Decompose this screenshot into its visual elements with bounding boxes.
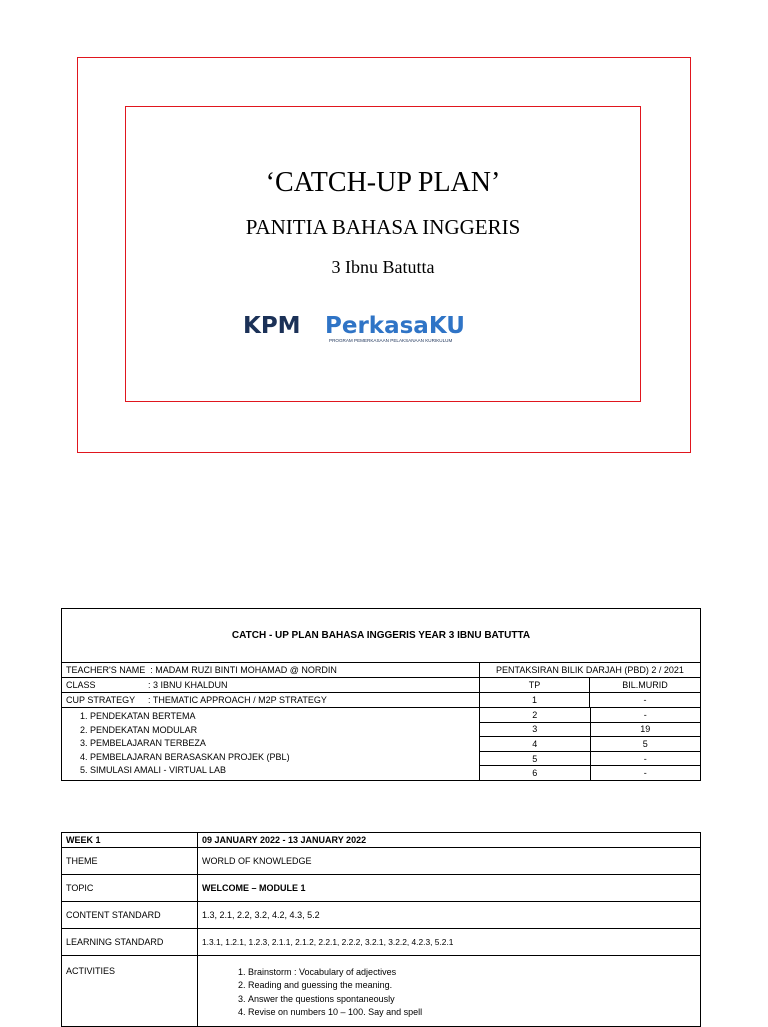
activities-cell — [198, 956, 701, 1027]
bil-murid-header: BIL.MURID — [590, 678, 701, 693]
teacher-name-label: TEACHER'S NAME — [66, 665, 146, 675]
class-label: CLASS — [66, 680, 96, 690]
table-row — [480, 722, 700, 737]
table-row — [62, 833, 701, 848]
class-value: : 3 IBNU KHALDUN — [148, 680, 228, 690]
cover-class-name: 3 Ibnu Batutta — [331, 257, 435, 277]
approach-item: 3. PEMBELAJARAN TERBEZA — [90, 737, 475, 750]
teacher-name-cell — [62, 663, 480, 678]
week-label: WEEK 1 — [62, 833, 198, 848]
table-row — [62, 902, 701, 929]
logo-tagline: PROGRAM PEMERKASAAN PELAKSANAAN KURIKULUM — [329, 338, 453, 343]
activities-list — [202, 966, 696, 1020]
cup-strategy-value: : THEMATIC APPROACH / M2P STRATEGY — [148, 695, 327, 705]
pbd-murid-3: 19 — [590, 722, 700, 737]
plan-title: CATCH - UP PLAN BAHASA INGGERIS YEAR 3 IBNU BATUTTA — [62, 609, 701, 663]
pbd-title: PENTAKSIRAN BILIK DARJAH (PBD) 2 / 2021 — [480, 663, 701, 678]
topic-label: TOPIC — [62, 875, 198, 902]
approach-item: 5. SIMULASI AMALI - VIRTUAL LAB — [90, 764, 475, 777]
activity-item: 1. Brainstorm : Vocabulary of adjectives — [248, 966, 696, 979]
activity-item: 4. Revise on numbers 10 – 100. Say and spell — [248, 1006, 696, 1019]
learning-standard-value: 1.3.1, 1.2.1, 1.2.3, 2.1.1, 2.1.2, 2.2.1, 2.2.2, 3.2.1, 3.2.2, 4.2.3, 5.2.1 — [198, 929, 701, 956]
teacher-name-value: : MADAM RUZI BINTI MOHAMAD @ NORDIN — [150, 665, 337, 675]
pbd-murid-2: - — [590, 708, 700, 722]
week-dates: 09 JANUARY 2022 - 13 JANUARY 2022 — [198, 833, 701, 848]
pbd-murid-4: 5 — [590, 737, 700, 752]
table-row — [62, 848, 701, 875]
cover-inner-frame — [125, 106, 641, 402]
logo-perkasa-text: PerkasaKU — [325, 313, 465, 339]
pbd-tp-3: 3 — [480, 722, 590, 737]
pbd-tp-5: 5 — [480, 751, 590, 766]
approach-item: 1. PENDEKATAN BERTEMA — [90, 710, 475, 723]
table-row — [480, 708, 700, 722]
cup-strategy-cell — [62, 693, 480, 708]
table-row — [480, 737, 700, 752]
approach-item: 2. PENDEKATAN MODULAR — [90, 724, 475, 737]
topic-value: WELCOME – MODULE 1 — [198, 875, 701, 902]
table-row — [480, 751, 700, 766]
cup-strategy-label: CUP STRATEGY — [66, 695, 136, 705]
week-1-table — [61, 832, 701, 1027]
pbd-tp-6: 6 — [480, 766, 590, 780]
tp-header: TP — [480, 678, 590, 693]
pbd-tp-2: 2 — [480, 708, 590, 722]
content-standard-value: 1.3, 2.1, 2.2, 3.2, 4.2, 4.3, 5.2 — [198, 902, 701, 929]
class-cell — [62, 678, 480, 693]
pbd-tp-1: 1 — [480, 693, 590, 708]
kpm-perkasaku-logo — [243, 308, 539, 346]
activity-item: 3. Answer the questions spontaneously — [248, 993, 696, 1006]
pbd-rows-table — [480, 708, 700, 780]
catch-up-plan-table — [61, 608, 701, 781]
cover-subtitle: PANITIA BAHASA INGGERIS — [245, 215, 521, 239]
logo-kpm-text: KPM — [243, 313, 301, 339]
approach-list-cell — [62, 708, 480, 781]
table-row — [62, 875, 701, 902]
content-standard-label: CONTENT STANDARD — [62, 902, 198, 929]
activity-item: 2. Reading and guessing the meaning. — [248, 979, 696, 992]
pbd-murid-6: - — [643, 768, 647, 779]
table-row — [62, 929, 701, 956]
approach-list — [66, 710, 475, 777]
theme-value: WORLD OF KNOWLEDGE — [198, 848, 701, 875]
table-row — [480, 766, 700, 780]
cover-title: ‘CATCH-UP PLAN’ — [265, 167, 501, 198]
theme-label: THEME — [62, 848, 198, 875]
approach-item: 4. PEMBELAJARAN BERASASKAN PROJEK (PBL) — [90, 751, 475, 764]
learning-standard-label: LEARNING STANDARD — [62, 929, 198, 956]
table-row — [62, 956, 701, 1027]
pbd-murid-5: - — [590, 751, 700, 766]
pbd-tp-4: 4 — [480, 737, 590, 752]
activities-label: ACTIVITIES — [62, 956, 198, 1027]
pbd-rows-cell — [480, 708, 701, 781]
pbd-murid-1: - — [590, 693, 701, 708]
